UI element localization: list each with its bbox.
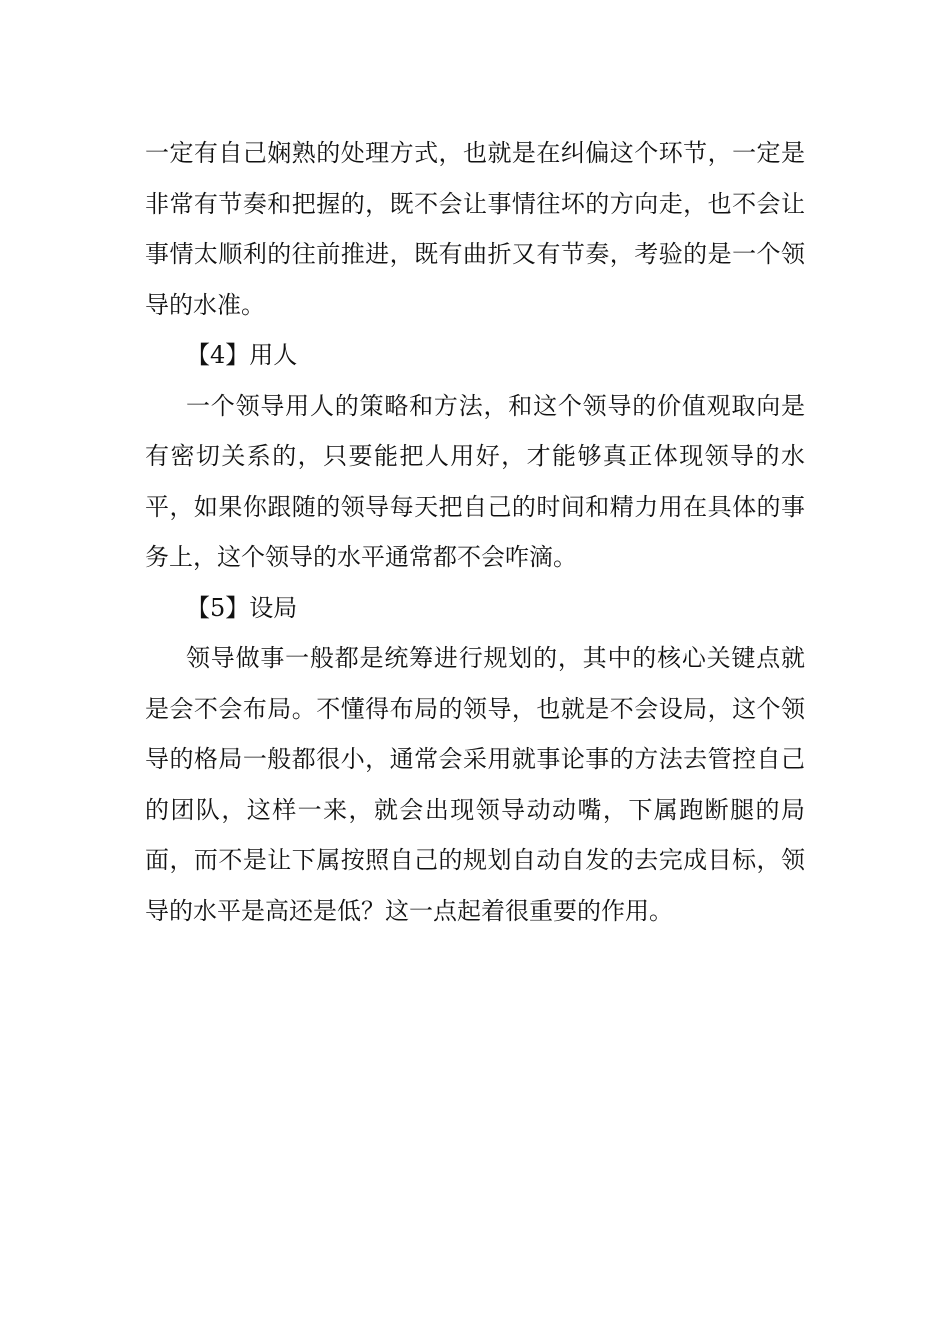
section-heading-set-layout: 【5】设局 xyxy=(186,593,298,622)
paragraph-handling: 一定有自己娴熟的处理方式，也就是在纠偏这个环节，一定是非常有节奏和把握的，既不会让事情往坏的方向走，也不会让事情太顺利的往前推进，既有曲折又有节奏，考验的是一个领导的水准。 xyxy=(145,139,805,319)
section-heading-employ-people: 【4】用人 xyxy=(186,341,298,369)
document-page xyxy=(145,128,805,936)
paragraph-set-layout: 领导做事一般都是统筹进行规划的，其中的核心关键点就是会不会布局。不懂得布局的领导，也就是不会设局，这个领导的格局一般都很小，通常会采用就事论事的方法去管控自己的团队，这样一来，就会出现领导动动嘴，下属跑断腿的局面，而不是让下属按照自己的规划自动自发的去完成目标，领导的水平是高还是低？这一点起着很重要的作用。 xyxy=(145,644,805,925)
paragraph-employ-people: 一个领导用人的策略和方法，和这个领导的价值观取向是有密切关系的，只要能把人用好，才能够真正体现领导的水平，如果你跟随的领导每天把自己的时间和精力用在具体的事务上，这个领导的水平通常都不会咋滴。 xyxy=(145,391,805,571)
